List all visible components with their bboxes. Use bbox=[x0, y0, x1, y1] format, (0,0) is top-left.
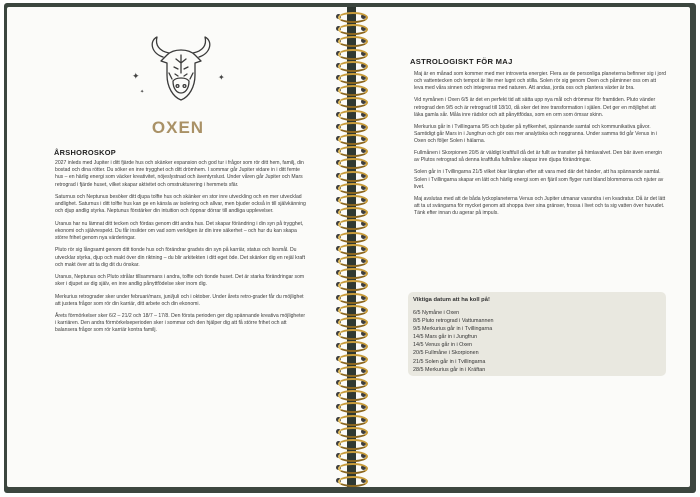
binding-ring bbox=[326, 427, 376, 437]
binding-ring bbox=[326, 122, 376, 132]
binding-ring bbox=[326, 366, 376, 376]
paragraph: Uranus har nu lämnat ditt tecken och fördas genom ditt andra hus. Det skapar förändring i din syn på trygghet, ekonomi och självrespekt. Du får insikter om vad som verkligen är din inre säkerhet – och hur du kan skapa större frihet genom nya värderingar. bbox=[55, 220, 304, 242]
annual-horoscope-text bbox=[55, 160, 307, 340]
binding-ring bbox=[326, 341, 376, 351]
sparkle-icon: ✦ bbox=[132, 71, 140, 81]
paragraph: Uranus, Neptunus och Pluto strålar tillsammans i andra, tolfte och tionde huset. Det är starka förändringar som sker i djupet av dig själv, en inre andlig pånyttfödelse sker inom dig. bbox=[55, 274, 305, 288]
binding-ring bbox=[326, 219, 376, 229]
binding-ring bbox=[326, 256, 376, 266]
binding-ring bbox=[326, 390, 376, 400]
important-date-item: 9/5 Merkurius går in i Tvillingarna bbox=[413, 326, 493, 333]
binding-ring bbox=[326, 280, 376, 290]
binding-ring bbox=[326, 317, 376, 327]
binding-ring bbox=[326, 305, 376, 315]
binding-ring bbox=[326, 36, 376, 46]
binding-ring bbox=[326, 85, 376, 95]
binding-ring bbox=[326, 476, 376, 486]
important-date-item: 21/5 Solen går in i Tvillingarna bbox=[413, 358, 486, 365]
binding-ring bbox=[326, 451, 376, 461]
binding-ring bbox=[326, 293, 376, 303]
binding-ring bbox=[326, 61, 376, 71]
binding-ring bbox=[326, 73, 376, 83]
monthly-astrology-heading: ASTROLOGISKT FÖR MAJ bbox=[410, 57, 513, 66]
binding-ring bbox=[326, 354, 376, 364]
annual-horoscope-heading: ÅRSHOROSKOP bbox=[54, 148, 117, 157]
binding-ring bbox=[326, 183, 376, 193]
binding-ring bbox=[326, 329, 376, 339]
paragraph: Saturnus och Neptunus besöker ditt djupa tolfte hus och skänker en stor inre utveckling och en mer utvecklad andlighet. Saturnus i ditt tolfte hus kan ge en känsla av isolering och allvar, men bjuder också in till självkänning och djup andlig styrka. Neptunus förstärker din intuition och öppnar dörrar till andliga upplevelser. bbox=[55, 193, 306, 215]
binding-ring bbox=[326, 97, 376, 107]
binding-ring bbox=[326, 24, 376, 34]
paragraph: Merkurius går in i Tvillingarna 9/5 och bjuder på nyfikenhet, spännande samtal och kommunikativa gåvor. Samtidigt går Mars in i Jungfrun och gör oss mer analytiska och noggranna. Under samma tid går Venus in i Oxen och följer Solen i hälarna. bbox=[414, 123, 658, 145]
binding-ring bbox=[326, 415, 376, 425]
important-date-item: 6/5 Nymåne i Oxen bbox=[413, 310, 460, 316]
paragraph: Maj avslutas med att de båda lyckoplaneterna Venus och Jupiter utmanar varandra i en kvadratur. Då är det lätt att ta ut svängarna för mycket genom att shoppa över sina gränser, frossa i livet och ta sig vatten över huvudet. Tänk efter innan du agerar på impuls. bbox=[414, 195, 666, 217]
important-date-item: 14/5 Mars går in i Jungfrun bbox=[413, 334, 478, 341]
binding-ring bbox=[326, 402, 376, 412]
paragraph: 2027 inleds med Jupiter i ditt fjärde hus och skänker expansion och god tur i frågor som rör ditt hem, familj, din bostad och dina rötter. Du söker en inre trygghet och ditt drömhem. I sommar går Jupiter vidare in i ditt femte hus – en härlig energi som väcker kreativitet, nöjeslystnad och äventyrslust. Under våren går Jupiter och Mars retrograd i fjärde huset, vilket skapar aktivitet och omstrukturering i hemmets sfär. bbox=[55, 160, 304, 188]
paragraph: Solen går in i Tvillingarna 21/5 vilket ökar längtan efter att vara med där det händer, att ha spännande samtal. Solen i Tvillingarna skapar en lätt och härlig energi som en fjäril som flyger runt bland blommorna och njuter av livet. bbox=[414, 169, 664, 190]
binding-ring bbox=[326, 158, 376, 168]
sparkle-icon: ✦ bbox=[218, 73, 225, 82]
paragraph: Vid nymånen i Oxen 6/5 är det en perfekt tid att sätta upp nya mål och drömmar för framtiden. Pluto vänder retrograd den 9/5 och är retrograd till 18/10, då sker det inre transformation i själen. Det ger en möjlighet att läka gamla sår. Måla inre rädslor och att pånyttfödas, som en orm som ömsar skinn. bbox=[414, 97, 656, 118]
binding-ring bbox=[326, 268, 376, 278]
taurus-bull-head-icon bbox=[145, 33, 217, 105]
paragraph: Pluto rör sig långsamt genom ditt tionde hus och förändrar gradvis din syn på karriär, status och livsmål. Du utvecklar styrka, djup och makt över din riktning – du blir arkitekten i ditt eget öde. Det skänker dig en rejäl kraft och makt över att ta dig dit du önskar. bbox=[55, 247, 305, 268]
binding-ring bbox=[326, 171, 376, 181]
sign-name: OXEN bbox=[151, 118, 205, 137]
sparkle-icon: ✦ bbox=[140, 89, 145, 95]
paragraph: Merkurius retrograder sker under februari/mars, juni/juli och i oktober. Under årets retro-grader får du möjlighet att justera frågor som rör din karriär, ditt arbete och din ekonomi. bbox=[55, 293, 304, 307]
binding-ring bbox=[326, 110, 376, 120]
binding-ring bbox=[326, 195, 376, 205]
paragraph: Maj är en månad som kommer med mer introverta energier. Flera av de personliga planeterna befinner sig i jord och vattentecken och tempot är lite mer lugnt och stilla. Solen rör sig genom Oxen och påminner oss om att leva med våra sinnen och integreras med naturen. Att andas, jorda oss och plantera växter är bra. bbox=[414, 71, 666, 92]
binding-ring bbox=[326, 244, 376, 254]
important-date-item: 8/5 Pluto retrograd i Vattumannen bbox=[413, 318, 494, 325]
important-date-item: 14/5 Venus går in i Oxen bbox=[413, 342, 473, 349]
important-date-item: 20/5 Fullmåne i Skorpionen bbox=[413, 350, 479, 357]
paragraph: Fullmånen i Skorpionen 20/5 är väldigt kraftfull då det är fullt av transiter på himlavalvet. Den bär även energin av Plutos retrograd så denna kraftfulla fullmåne skapar inre djupa förändringar. bbox=[414, 150, 663, 164]
binding-ring bbox=[326, 463, 376, 473]
important-date-item: 28/5 Merkurius går in i Kräftan bbox=[413, 366, 486, 373]
binding-ring bbox=[326, 146, 376, 156]
binding-ring bbox=[326, 12, 376, 22]
binding-ring bbox=[326, 439, 376, 449]
binding-ring bbox=[326, 232, 376, 242]
important-dates-list bbox=[413, 309, 494, 374]
paragraph: Årets förmörkelser sker 6/2 – 21/2 och 18/7 – 17/8. Den första perioden ger dig spännande kreativa möjligheter i karriären. Den andra förmörkelseperioden sker i sommar och den hjälper dig att få större frihet och att balansera frågor som rör karriär kontra familj. bbox=[55, 313, 306, 334]
binding-ring bbox=[326, 378, 376, 388]
important-dates-title: Viktiga datum att ha koll på! bbox=[413, 297, 490, 303]
binding-ring bbox=[326, 49, 376, 59]
binding-ring bbox=[326, 207, 376, 217]
binding-ring bbox=[326, 134, 376, 144]
monthly-astrology-text bbox=[414, 71, 666, 222]
